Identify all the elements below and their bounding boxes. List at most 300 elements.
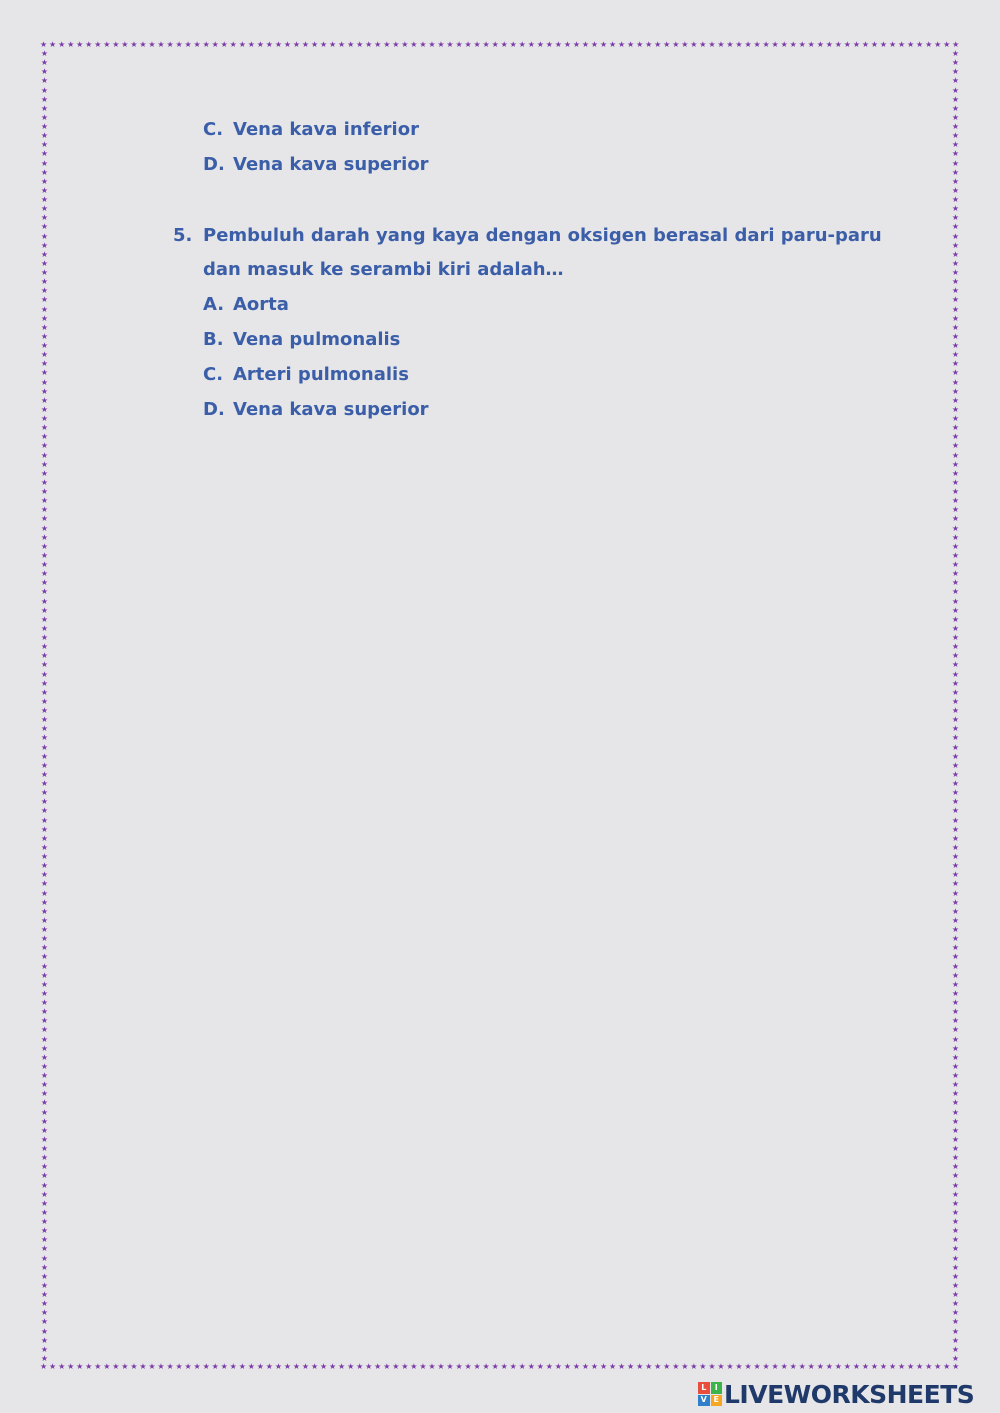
border-star-icon: ★: [951, 1144, 960, 1153]
border-star-icon: ★: [40, 970, 49, 980]
border-star-icon: ★: [40, 1235, 49, 1245]
border-star-icon: ★: [40, 231, 49, 241]
border-star-icon: ★: [40, 277, 49, 287]
border-star-icon: ★: [951, 1217, 960, 1226]
border-star-icon: ★: [148, 1362, 156, 1371]
border-star-icon: ★: [40, 541, 49, 551]
border-star-icon: ★: [654, 1362, 662, 1371]
border-star-icon: ★: [40, 779, 49, 788]
border-star-icon: ★: [951, 669, 960, 679]
border-star-icon: ★: [40, 1052, 49, 1062]
border-star-icon: ★: [951, 1034, 960, 1044]
border-star-icon: ★: [40, 824, 49, 834]
border-star-icon: ★: [816, 1362, 824, 1371]
border-star-icon: ★: [581, 40, 590, 49]
border-star-icon: ★: [40, 222, 49, 232]
border-star-icon: ★: [618, 1362, 626, 1371]
border-star-icon: ★: [40, 76, 49, 86]
option-letter: C.: [203, 119, 224, 140]
border-star-icon: ★: [825, 1362, 833, 1371]
border-star-icon: ★: [951, 313, 960, 323]
border-star-icon: ★: [951, 1089, 960, 1099]
border-star-icon: ★: [202, 1362, 210, 1371]
border-star-icon: ★: [40, 450, 49, 460]
border-star-icon: ★: [951, 806, 960, 816]
border-star-icon: ★: [40, 359, 49, 369]
question-text: Pembuluh darah yang kaya dengan oksigen berasal dari paru-paru: [203, 225, 882, 246]
border-star-icon: ★: [916, 1362, 924, 1371]
border-star-icon: ★: [951, 1244, 960, 1254]
border-star-icon: ★: [356, 1362, 364, 1371]
border-star-icon: ★: [40, 1098, 49, 1108]
border-star-icon: ★: [40, 1144, 49, 1153]
border-star-icon: ★: [40, 1180, 49, 1190]
border-star-icon: ★: [40, 1207, 49, 1217]
border-star-icon: ★: [672, 1362, 680, 1371]
border-star-icon: ★: [951, 550, 960, 560]
border-star-icon: ★: [374, 1362, 382, 1371]
border-star-icon: ★: [40, 1335, 49, 1345]
border-star-icon: ★: [365, 1362, 373, 1371]
border-star-icon: ★: [951, 204, 960, 214]
border-star-icon: ★: [951, 979, 960, 989]
option-text: Vena pulmonalis: [233, 329, 401, 350]
border-star-icon: ★: [951, 560, 960, 569]
border-star-icon: ★: [951, 1134, 960, 1144]
border-star-icon: ★: [256, 40, 264, 49]
border-star-icon: ★: [726, 40, 734, 49]
border-star-icon: ★: [735, 40, 743, 49]
border-star-icon: ★: [951, 1107, 960, 1117]
border-star-icon: ★: [40, 1189, 49, 1199]
border-star-icon: ★: [40, 167, 49, 177]
border-star-icon: ★: [40, 550, 49, 560]
border-star-icon: ★: [40, 85, 49, 95]
border-star-icon: ★: [907, 40, 915, 49]
border-star-icon: ★: [879, 40, 888, 49]
border-star-icon: ★: [283, 1362, 292, 1371]
border-star-icon: ★: [301, 1362, 310, 1371]
border-star-icon: ★: [473, 40, 481, 49]
border-star-icon: ★: [40, 523, 49, 533]
border-star-icon: ★: [40, 295, 49, 305]
border-star-icon: ★: [951, 1326, 960, 1336]
border-star-icon: ★: [951, 1290, 960, 1299]
border-star-icon: ★: [292, 1362, 301, 1371]
border-star-icon: ★: [798, 1362, 806, 1371]
border-star-icon: ★: [67, 40, 75, 49]
border-star-icon: ★: [843, 1362, 851, 1371]
border-star-icon: ★: [40, 788, 49, 798]
logo-letter: I: [711, 1382, 723, 1394]
border-star-icon: ★: [951, 1153, 960, 1163]
border-star-icon: ★: [590, 40, 599, 49]
border-star-icon: ★: [951, 842, 960, 852]
border-star-icon: ★: [951, 414, 960, 423]
border-star-icon: ★: [744, 1362, 752, 1371]
border-star-icon: ★: [690, 40, 698, 49]
border-star-icon: ★: [951, 879, 960, 889]
border-star-icon: ★: [103, 40, 111, 49]
border-star-icon: ★: [40, 49, 49, 58]
question-number: 5.: [173, 225, 193, 246]
border-star-icon: ★: [907, 1362, 915, 1371]
logo-letter: V: [698, 1395, 710, 1407]
border-star-icon: ★: [40, 1034, 49, 1044]
border-star-icon: ★: [951, 614, 960, 624]
border-star-icon: ★: [951, 578, 960, 588]
border-star-icon: ★: [951, 222, 960, 232]
border-star-icon: ★: [40, 532, 49, 542]
border-star-icon: ★: [951, 1080, 960, 1090]
border-star-icon: ★: [554, 1362, 562, 1371]
border-star-icon: ★: [347, 1362, 355, 1371]
border-star-icon: ★: [40, 1299, 49, 1309]
option-letter: A.: [203, 294, 225, 315]
border-star-icon: ★: [419, 40, 427, 49]
border-star-icon: ★: [861, 1362, 870, 1371]
border-star-icon: ★: [256, 1362, 264, 1371]
border-star-icon: ★: [112, 1362, 120, 1371]
border-star-icon: ★: [951, 1125, 960, 1135]
border-star-icon: ★: [951, 660, 960, 670]
border-star-icon: ★: [130, 1362, 138, 1371]
border-star-icon: ★: [40, 569, 49, 579]
border-star-icon: ★: [446, 1362, 454, 1371]
border-star-icon: ★: [175, 1362, 183, 1371]
border-star-icon: ★: [455, 1362, 463, 1371]
border-star-icon: ★: [870, 40, 879, 49]
border-star-icon: ★: [951, 1071, 960, 1080]
border-star-icon: ★: [951, 423, 960, 433]
border-star-icon: ★: [40, 870, 49, 880]
border-star-icon: ★: [545, 1362, 553, 1371]
border-star-icon: ★: [40, 687, 49, 697]
border-star-icon: ★: [897, 40, 906, 49]
border-star-icon: ★: [40, 158, 49, 168]
border-star-icon: ★: [193, 1362, 201, 1371]
border-star-icon: ★: [951, 760, 960, 770]
border-star-icon: ★: [951, 1344, 960, 1354]
border-star-icon: ★: [58, 1362, 66, 1371]
border-star-icon: ★: [446, 40, 454, 49]
border-star-icon: ★: [951, 532, 960, 542]
border-star-icon: ★: [265, 40, 273, 49]
border-star-icon: ★: [40, 131, 49, 141]
border-star-icon: ★: [40, 1308, 49, 1318]
border-star-icon: ★: [40, 1280, 49, 1290]
border-star-icon: ★: [951, 1098, 960, 1108]
border-star-icon: ★: [40, 423, 49, 433]
border-star-icon: ★: [319, 40, 328, 49]
border-star-icon: ★: [193, 40, 201, 49]
border-star-icon: ★: [951, 1007, 960, 1017]
border-star-icon: ★: [951, 815, 960, 825]
border-star-icon: ★: [40, 961, 49, 971]
border-star-icon: ★: [274, 1362, 282, 1371]
border-star-icon: ★: [265, 1362, 273, 1371]
border-star-icon: ★: [40, 1171, 49, 1181]
border-star-icon: ★: [40, 915, 49, 925]
border-star-icon: ★: [283, 40, 292, 49]
border-star-icon: ★: [40, 1253, 49, 1263]
border-star-icon: ★: [40, 477, 49, 487]
border-star-icon: ★: [879, 1362, 888, 1371]
border-star-icon: ★: [717, 1362, 725, 1371]
border-star-icon: ★: [951, 213, 960, 223]
border-star-icon: ★: [951, 1226, 960, 1236]
border-star-icon: ★: [545, 40, 553, 49]
border-star-icon: ★: [40, 468, 49, 478]
border-star-icon: ★: [40, 1226, 49, 1236]
border-star-icon: ★: [951, 496, 960, 506]
logo-text: LIVEWORKSHEETS: [724, 1379, 975, 1409]
border-star-icon: ★: [951, 1180, 960, 1190]
border-star-icon: ★: [40, 1043, 49, 1053]
border-star-icon: ★: [40, 879, 49, 889]
border-star-icon: ★: [636, 1362, 644, 1371]
border-star-icon: ★: [40, 733, 49, 743]
border-star-icon: ★: [888, 40, 897, 49]
border-star-icon: ★: [482, 40, 490, 49]
border-star-icon: ★: [951, 76, 960, 86]
border-star-icon: ★: [951, 1253, 960, 1263]
border-star-icon: ★: [951, 824, 960, 834]
border-star-icon: ★: [40, 404, 49, 414]
border-star-icon: ★: [40, 706, 49, 715]
border-star-icon: ★: [690, 1362, 698, 1371]
border-star-icon: ★: [744, 40, 752, 49]
border-star-icon: ★: [40, 760, 49, 770]
border-star-icon: ★: [40, 806, 49, 816]
border-star-icon: ★: [40, 1353, 49, 1363]
border-star-icon: ★: [951, 870, 960, 880]
border-star-icon: ★: [951, 1116, 960, 1126]
border-star-icon: ★: [40, 1162, 49, 1172]
border-star-icon: ★: [85, 40, 93, 49]
border-star-icon: ★: [951, 487, 960, 496]
border-star-icon: ★: [951, 149, 960, 159]
border-star-icon: ★: [951, 103, 960, 113]
border-star-icon: ★: [40, 341, 49, 350]
border-star-icon: ★: [338, 1362, 346, 1371]
liveworksheets-logo[interactable]: [698, 1378, 974, 1410]
border-star-icon: ★: [951, 1353, 960, 1363]
border-star-icon: ★: [40, 213, 49, 223]
border-star-icon: ★: [951, 85, 960, 95]
border-star-icon: ★: [40, 1344, 49, 1354]
border-star-icon: ★: [951, 176, 960, 186]
border-star-icon: ★: [229, 40, 237, 49]
border-star-icon: ★: [951, 523, 960, 533]
border-star-icon: ★: [419, 1362, 427, 1371]
border-star-icon: ★: [951, 477, 960, 487]
page-border-left: [40, 50, 49, 1363]
border-star-icon: ★: [852, 1362, 860, 1371]
border-star-icon: ★: [338, 40, 346, 49]
border-star-icon: ★: [94, 40, 102, 49]
border-star-icon: ★: [292, 40, 301, 49]
border-star-icon: ★: [952, 40, 960, 49]
border-star-icon: ★: [40, 1326, 49, 1336]
border-star-icon: ★: [654, 40, 662, 49]
border-star-icon: ★: [572, 40, 581, 49]
option-text: Vena kava superior: [233, 154, 429, 175]
border-star-icon: ★: [238, 40, 246, 49]
border-star-icon: ★: [699, 1362, 707, 1371]
border-star-icon: ★: [473, 1362, 481, 1371]
border-star-icon: ★: [166, 1362, 174, 1371]
border-star-icon: ★: [951, 696, 960, 706]
question-5-line2: [203, 259, 564, 280]
border-star-icon: ★: [762, 1362, 770, 1371]
border-star-icon: ★: [40, 742, 49, 752]
border-star-icon: ★: [581, 1362, 590, 1371]
border-star-icon: ★: [157, 1362, 165, 1371]
border-star-icon: ★: [40, 560, 49, 569]
border-star-icon: ★: [951, 122, 960, 131]
border-star-icon: ★: [951, 459, 960, 469]
border-star-icon: ★: [681, 40, 689, 49]
option-letter: B.: [203, 329, 224, 350]
border-star-icon: ★: [951, 852, 960, 861]
border-star-icon: ★: [40, 1080, 49, 1090]
border-star-icon: ★: [861, 40, 870, 49]
border-star-icon: ★: [40, 505, 49, 515]
option-text: Vena kava inferior: [233, 119, 419, 140]
border-star-icon: ★: [40, 587, 49, 597]
border-star-icon: ★: [40, 596, 49, 606]
border-star-icon: ★: [392, 1362, 400, 1371]
border-star-icon: ★: [130, 40, 138, 49]
option-text: Aorta: [233, 294, 289, 315]
border-star-icon: ★: [40, 414, 49, 423]
border-star-icon: ★: [121, 1362, 129, 1371]
border-star-icon: ★: [482, 1362, 490, 1371]
border-star-icon: ★: [951, 505, 960, 515]
border-star-icon: ★: [951, 1189, 960, 1199]
border-star-icon: ★: [951, 1043, 960, 1053]
border-star-icon: ★: [40, 67, 49, 77]
option-letter: D.: [203, 399, 225, 420]
border-star-icon: ★: [951, 1052, 960, 1062]
border-star-icon: ★: [951, 769, 960, 779]
border-star-icon: ★: [491, 1362, 499, 1371]
border-star-icon: ★: [40, 861, 49, 871]
border-star-icon: ★: [951, 1061, 960, 1071]
border-star-icon: ★: [753, 1362, 761, 1371]
border-star-icon: ★: [608, 40, 617, 49]
border-star-icon: ★: [40, 1271, 49, 1281]
border-star-icon: ★: [951, 605, 960, 615]
border-star-icon: ★: [40, 1107, 49, 1117]
border-star-icon: ★: [40, 669, 49, 679]
border-star-icon: ★: [40, 1071, 49, 1080]
border-star-icon: ★: [951, 1207, 960, 1217]
border-star-icon: ★: [157, 40, 165, 49]
border-star-icon: ★: [572, 1362, 581, 1371]
border-star-icon: ★: [40, 432, 49, 442]
border-star-icon: ★: [708, 1362, 716, 1371]
border-star-icon: ★: [925, 1362, 933, 1371]
option-a: [203, 294, 289, 315]
border-star-icon: ★: [951, 1317, 960, 1327]
border-star-icon: ★: [40, 797, 49, 807]
border-star-icon: ★: [951, 341, 960, 350]
border-star-icon: ★: [951, 1171, 960, 1181]
border-star-icon: ★: [40, 1116, 49, 1126]
border-star-icon: ★: [40, 58, 49, 68]
border-star-icon: ★: [952, 1362, 960, 1371]
border-star-icon: ★: [464, 40, 472, 49]
border-star-icon: ★: [951, 185, 960, 195]
border-star-icon: ★: [925, 40, 933, 49]
border-star-icon: ★: [951, 58, 960, 68]
border-star-icon: ★: [40, 1290, 49, 1299]
border-star-icon: ★: [943, 1362, 951, 1371]
border-star-icon: ★: [40, 313, 49, 323]
border-star-icon: ★: [563, 40, 571, 49]
border-star-icon: ★: [401, 1362, 409, 1371]
border-star-icon: ★: [40, 459, 49, 469]
border-star-icon: ★: [897, 1362, 906, 1371]
border-star-icon: ★: [40, 204, 49, 214]
border-star-icon: ★: [699, 40, 707, 49]
border-star-icon: ★: [627, 1362, 635, 1371]
border-star-icon: ★: [58, 40, 66, 49]
border-star-icon: ★: [319, 1362, 328, 1371]
border-star-icon: ★: [951, 742, 960, 752]
border-star-icon: ★: [951, 797, 960, 807]
border-star-icon: ★: [951, 1025, 960, 1035]
border-star-icon: ★: [356, 40, 364, 49]
border-star-icon: ★: [916, 40, 924, 49]
border-star-icon: ★: [202, 40, 210, 49]
border-star-icon: ★: [672, 40, 680, 49]
border-star-icon: ★: [951, 404, 960, 414]
border-star-icon: ★: [76, 1362, 84, 1371]
border-star-icon: ★: [40, 322, 49, 332]
border-star-icon: ★: [951, 432, 960, 442]
border-star-icon: ★: [40, 1007, 49, 1017]
border-star-icon: ★: [40, 642, 49, 652]
border-star-icon: ★: [374, 40, 382, 49]
border-star-icon: ★: [951, 49, 960, 58]
border-star-icon: ★: [663, 40, 671, 49]
border-star-icon: ★: [951, 304, 960, 314]
border-star-icon: ★: [40, 751, 49, 761]
border-star-icon: ★: [590, 1362, 599, 1371]
border-star-icon: ★: [428, 40, 436, 49]
border-star-icon: ★: [40, 833, 49, 843]
border-star-icon: ★: [509, 40, 517, 49]
border-star-icon: ★: [951, 295, 960, 305]
border-star-icon: ★: [951, 779, 960, 788]
border-star-icon: ★: [951, 651, 960, 661]
border-star-icon: ★: [951, 687, 960, 697]
border-star-icon: ★: [527, 40, 535, 49]
border-star-icon: ★: [40, 678, 49, 688]
border-star-icon: ★: [40, 934, 49, 944]
border-star-icon: ★: [40, 633, 49, 642]
border-star-icon: ★: [40, 578, 49, 588]
border-star-icon: ★: [951, 112, 960, 122]
border-star-icon: ★: [951, 368, 960, 378]
border-star-icon: ★: [401, 40, 409, 49]
border-star-icon: ★: [40, 979, 49, 989]
border-star-icon: ★: [40, 724, 49, 734]
border-star-icon: ★: [40, 815, 49, 825]
